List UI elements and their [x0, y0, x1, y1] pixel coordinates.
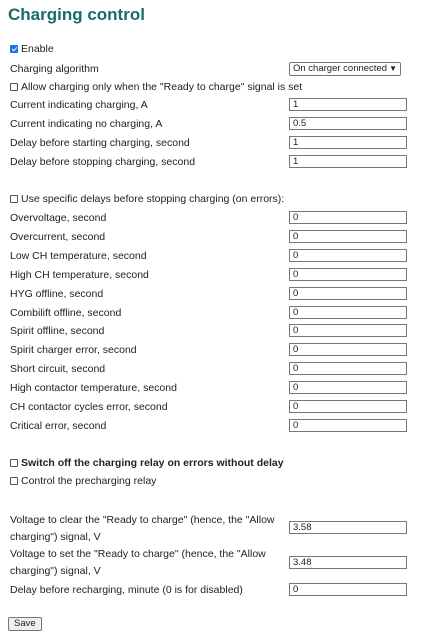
precharging-checkbox[interactable]: [10, 477, 18, 485]
error-delay-input[interactable]: 0: [289, 306, 407, 319]
error-delay-input[interactable]: 0: [289, 211, 407, 224]
error-field-label: High CH temperature, second: [10, 269, 149, 281]
field-label: Delay before stopping charging, second: [10, 156, 196, 168]
error-delay-input[interactable]: 0: [289, 419, 407, 432]
switch-off-row[interactable]: [10, 455, 284, 471]
error-delay-input[interactable]: 0: [289, 230, 407, 243]
error-field-label: High contactor temperature, second: [10, 382, 177, 394]
error-field-label: Critical error, second: [10, 420, 107, 432]
recharge-delay-input[interactable]: 0: [289, 583, 407, 596]
specific-delays-row[interactable]: [10, 191, 284, 207]
delay-stop-input[interactable]: 1: [289, 155, 407, 168]
enable-label: Enable: [21, 43, 54, 55]
error-field-label: Low CH temperature, second: [10, 250, 147, 262]
error-delay-input[interactable]: 0: [289, 362, 407, 375]
error-field-label: Overcurrent, second: [10, 231, 106, 243]
enable-row[interactable]: [10, 41, 54, 57]
field-label: Current indicating charging, A: [10, 99, 148, 111]
error-field-label: Short circuit, second: [10, 363, 106, 375]
voltage-set-label-line2: charging") signal, V: [10, 565, 101, 577]
voltage-set-label-line1: Voltage to set the "Ready to charge" (hence, the "Allow: [10, 548, 266, 560]
specific-delays-label: Use specific delays before stopping charging (on errors):: [21, 193, 285, 205]
algorithm-select[interactable]: [289, 62, 401, 76]
allow-ready-row[interactable]: [10, 79, 302, 95]
error-delay-input[interactable]: 0: [289, 268, 407, 281]
algorithm-value: On charger connected: [293, 63, 388, 74]
error-field-label: Spirit charger error, second: [10, 344, 137, 356]
field-label: Delay before starting charging, second: [10, 137, 190, 149]
voltage-clear-label-line1: Voltage to clear the "Ready to charge" (hence, the "Allow: [10, 514, 275, 526]
precharging-label: Control the precharging relay: [21, 475, 157, 487]
algorithm-label: Charging algorithm: [10, 63, 99, 75]
error-field-label: HYG offline, second: [10, 288, 104, 300]
error-delay-input[interactable]: 0: [289, 249, 407, 262]
chevron-down-icon: ▼: [389, 64, 397, 73]
voltage-clear-input[interactable]: 3.58: [289, 521, 407, 534]
allow-ready-checkbox[interactable]: [10, 83, 18, 91]
error-field-label: Overvoltage, second: [10, 212, 107, 224]
error-delay-input[interactable]: 0: [289, 324, 407, 337]
recharge-delay-label: Delay before recharging, minute (0 is for disabled): [10, 584, 243, 596]
precharging-row[interactable]: [10, 473, 156, 489]
allow-ready-label: Allow charging only when the "Ready to charge" signal is set: [21, 81, 303, 93]
switch-off-checkbox[interactable]: [10, 459, 18, 467]
error-field-label: Combilift offline, second: [10, 307, 122, 319]
voltage-set-input[interactable]: 3.48: [289, 556, 407, 569]
current-charging-input[interactable]: 1: [289, 98, 407, 111]
enable-checkbox[interactable]: [10, 45, 18, 53]
error-delay-input[interactable]: 0: [289, 287, 407, 300]
save-button[interactable]: Save: [8, 617, 42, 631]
current-no-charging-input[interactable]: 0.5: [289, 117, 407, 130]
voltage-clear-label-line2: charging") signal, V: [10, 531, 101, 543]
error-field-label: CH contactor cycles error, second: [10, 401, 168, 413]
delay-start-input[interactable]: 1: [289, 136, 407, 149]
error-delay-input[interactable]: 0: [289, 400, 407, 413]
specific-delays-checkbox[interactable]: [10, 195, 18, 203]
field-label: Current indicating no charging, A: [10, 118, 163, 130]
error-delay-input[interactable]: 0: [289, 343, 407, 356]
error-delay-input[interactable]: 0: [289, 381, 407, 394]
switch-off-label: Switch off the charging relay on errors without delay: [21, 457, 284, 469]
error-field-label: Spirit offline, second: [10, 325, 105, 337]
page-title: Charging control: [8, 5, 145, 24]
